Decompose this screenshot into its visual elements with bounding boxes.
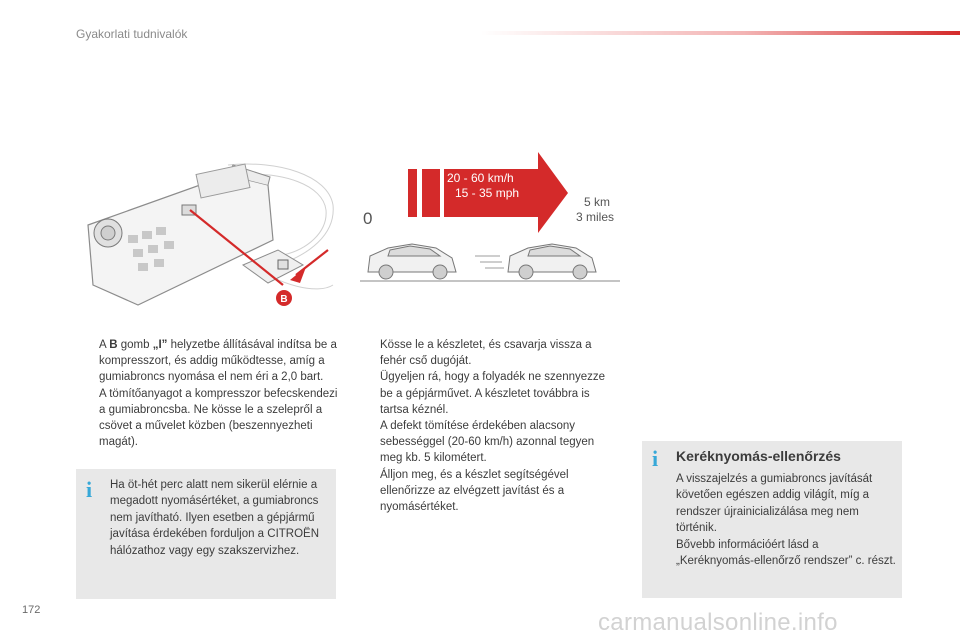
watermark: carmanualsonline.info	[598, 609, 838, 636]
middle-instructions	[361, 337, 619, 515]
speed-distance-illustration	[360, 148, 630, 288]
info-box-tyre-pressure	[642, 441, 902, 598]
header-accent-bar	[480, 31, 960, 35]
info-icon: i	[86, 477, 93, 502]
button-b-label: B	[280, 294, 288, 305]
info-box-warning	[76, 469, 336, 599]
bullet-icon	[361, 337, 380, 418]
step-text	[99, 337, 338, 450]
info-paragraph: Ha öt-hét perc alatt nem sikerül elérnie a megadott nyomásértéket, a gumiabroncs nem javítható. Ilyen esetben a gépjármű javítása érdekében forduljon a CITROËN hálózathoz vagy egy szakszervizhez.	[110, 479, 320, 557]
position-ref: „I”	[152, 339, 168, 351]
info-icon: i	[652, 446, 659, 471]
page-header-title: Gyakorlati tudnivalók	[76, 27, 188, 41]
info-paragraph: A visszajelzés a gumiabroncs javítását követően egészen addig világít, míg a rendszer újrainicializálása meg nem történik.	[676, 473, 873, 535]
info-text	[676, 471, 896, 569]
step-prefix: A	[99, 339, 110, 351]
step-item	[361, 418, 619, 467]
info-title: Keréknyomás-ellenőrzés	[676, 448, 841, 464]
step-paragraph-2: A tömítőanyagot a kompresszor befecskendezi a gumiabroncsba. Ne kösse le a szelepről a csövet a művelet közben (beszennyezheti magát).	[99, 387, 338, 449]
car-start	[368, 244, 456, 279]
step-paragraph	[99, 337, 338, 386]
distance-km-label: 5 km	[584, 195, 611, 209]
info-paragraph-2: Bővebb információért lásd a „Keréknyomás-ellenőrző rendszer” c. részt.	[676, 538, 896, 568]
step-paragraph: Kösse le a készletet, és csavarja vissza a fehér cső dugóját.	[380, 339, 592, 368]
repair-kit-illustration	[78, 155, 338, 315]
start-label: 0	[363, 209, 373, 228]
button-ref: B	[109, 339, 118, 351]
step-item	[80, 337, 338, 450]
distance-miles-label: 3 miles	[576, 210, 615, 224]
step-text: A defekt tömítése érdekében alacsony sebességgel (20-60 km/h) azonnal tegyen meg kb. 5 kilométert.	[380, 420, 595, 465]
left-instructions	[80, 337, 338, 450]
speed-kmh-label: 20 - 60 km/h	[447, 171, 514, 185]
step-paragraph-2: Ügyeljen rá, hogy a folyadék ne szennyezze be a gépjárművet. A készletet továbbra is tartsa kéznél.	[380, 371, 606, 416]
page-number: 172	[22, 604, 41, 616]
step-item	[361, 337, 619, 418]
motion-lines	[475, 256, 504, 268]
kit-body	[88, 164, 303, 305]
car-end	[508, 244, 596, 279]
bullet-icon	[361, 467, 380, 516]
step-text: Álljon meg, és a készlet segítségével ellenőrizze az elvégzett javítást és a nyomásértéket.	[380, 468, 569, 514]
bullet-icon	[80, 337, 99, 450]
info-text	[110, 477, 330, 559]
step-item	[361, 467, 619, 516]
bullet-icon	[361, 418, 380, 467]
step-rest: helyzetbe állításával indítsa be a kompresszort, és addig működtesse, amíg a gumiabroncs nyomása el nem éri a 2,0 bart.	[99, 339, 337, 384]
step-text	[380, 337, 619, 418]
step-mid: gomb	[117, 339, 153, 351]
speed-mph-label: 15 - 35 mph	[455, 186, 520, 200]
